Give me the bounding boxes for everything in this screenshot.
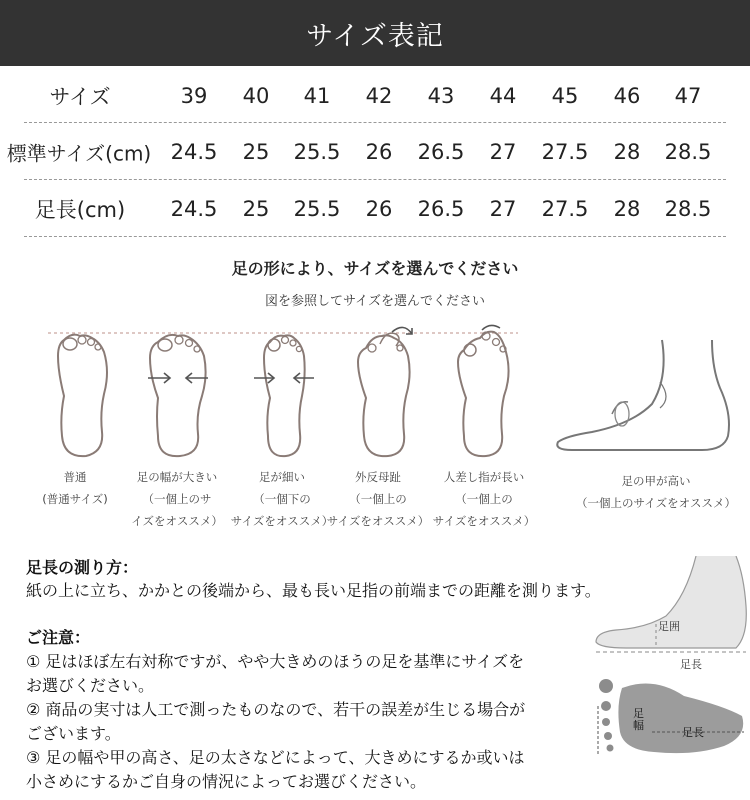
table-cell: 26 [365,140,393,164]
length-label-bottom: 足長 [682,726,704,739]
table-row [0,124,750,180]
table-cell: 42 [365,84,393,108]
table-cell: 27 [489,140,517,164]
table-cell: 28 [613,140,641,164]
table-divider [24,236,726,237]
table-cell: 26.5 [417,140,465,164]
table-cell: 41 [303,84,331,108]
table-cell: 43 [427,84,455,108]
guide-title: 足の形により、サイズを選んでください [231,259,519,278]
table-cell: 25 [242,197,270,221]
caption-line: (普通サイズ) [42,492,108,506]
page-title: サイズ表記 [306,20,444,52]
foot-type-caption [226,466,338,532]
width-label: 足幅 [633,707,644,732]
foot-type-caption [572,470,740,514]
table-row [0,68,750,124]
table-cell: 26 [365,197,393,221]
caption-line: （一個上の [455,492,513,506]
guide-subtitle: 図を参照してサイズを選んでください [265,294,485,309]
table-cell: 40 [242,84,270,108]
caution-line: ② 商品の実寸は人工で測ったものなので、若干の誤差が生じる場合が [26,700,526,719]
measure-text: 紙の上に立ち、かかとの後端から、最も長い足指の前端までの距離を測ります。 [26,581,601,600]
caption-line: 外反母趾 [355,470,401,484]
foot-type-caption [30,466,120,510]
caution-line: ③ 足の幅や甲の高さ、足の太さなどによって、大きめにするか或いは [26,748,525,767]
caption-line: 普通 [63,470,87,484]
foot-print-measure-diagram [594,676,748,768]
caption-line: 足の甲が高い [621,474,691,488]
normal-foot-icon [50,332,114,460]
table-cell: 25.5 [293,140,341,164]
table-cell: 46 [613,84,641,108]
table-cell: 25.5 [293,197,341,221]
foot-type-caption [326,466,430,532]
table-cell: 27.5 [541,140,589,164]
caution-heading: ご注意： [26,628,91,647]
caption-line: （一個上のサイズをオススメ） [576,496,736,510]
narrow-foot-icon [252,332,316,460]
caution-line: お選びください。 [26,676,155,695]
row-label: サイズ [49,85,111,109]
caption-line: 人差し指が長い [443,470,525,484]
caution-line: 小さめにするかご自身の情況によってお選びください。 [26,772,427,791]
table-divider [24,179,726,180]
caution-line: ございます。 [26,724,121,743]
table-cell: 27 [489,197,517,221]
caption-line: 足が細い [259,470,305,484]
table-row [0,181,750,237]
table-cell: 28 [613,197,641,221]
table-cell: 26.5 [417,197,465,221]
wide-foot-icon [146,332,210,460]
caption-line: （一個下の [253,492,311,506]
caption-line: サイズをオススメ） [432,514,536,528]
caption-line: サイズをオススメ） [230,514,334,528]
girth-label: 足囲 [658,620,680,633]
caption-line: 足の幅が大きい [136,470,218,484]
table-cell: 28.5 [664,140,712,164]
foot-side-measure-diagram [586,556,748,656]
caption-line: （一個上のサ [142,492,212,506]
high-instep-foot-icon [552,338,748,458]
row-label: 足長(cm) [34,198,126,222]
table-cell: 44 [489,84,517,108]
caption-line: サイズをオススメ） [326,514,430,528]
table-divider [24,122,726,123]
table-cell: 28.5 [664,197,712,221]
foot-type-caption [122,466,232,532]
table-cell: 27.5 [541,197,589,221]
caption-line: （一個上の [349,492,407,506]
foot-type-caption [430,466,538,532]
row-label: 標準サイズ(cm) [6,141,152,166]
table-cell: 47 [674,84,702,108]
length-label-top: 足長 [680,658,702,671]
table-cell: 45 [551,84,579,108]
caution-line: ① 足はほぼ左右対称ですが、やや大きめのほうの足を基準にサイズを [26,652,525,671]
page-header [0,0,750,66]
measure-heading: 足長の測り方： [26,558,139,577]
long-index-toe-foot-icon [452,322,518,460]
table-cell: 39 [180,84,208,108]
table-cell: 24.5 [170,197,218,221]
hallux-valgus-foot-icon [352,324,422,460]
table-cell: 25 [242,140,270,164]
table-cell: 24.5 [170,140,218,164]
caption-line: イズをオススメ） [131,514,223,528]
